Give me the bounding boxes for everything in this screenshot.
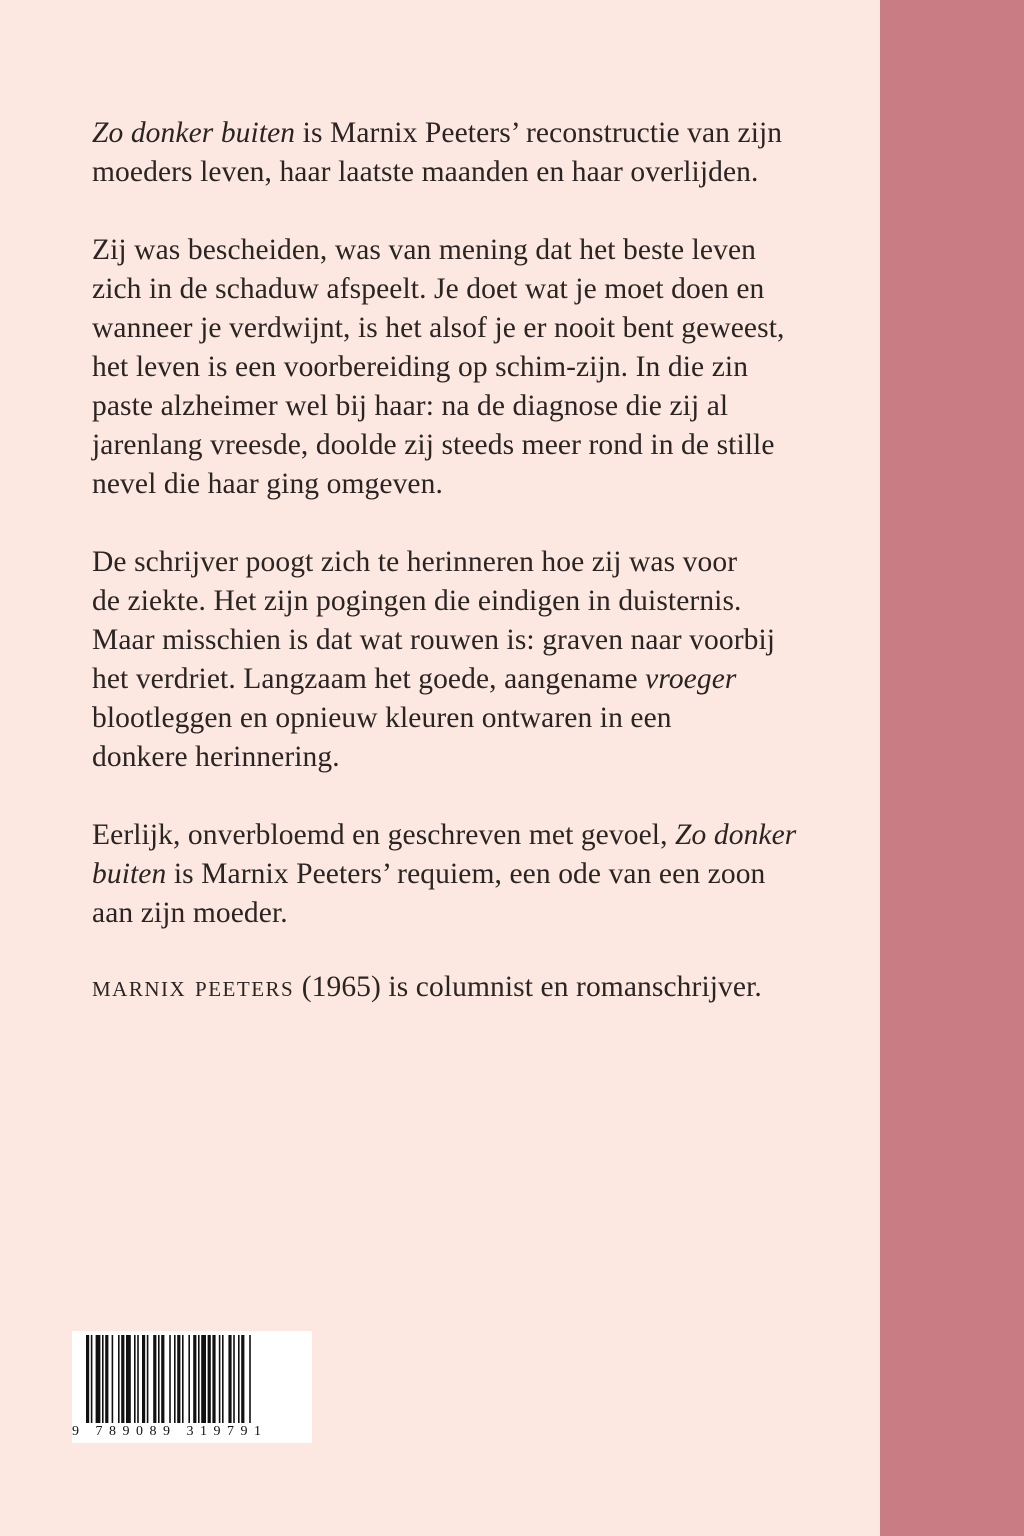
paragraph-intro: Zo donker buiten is Marnix Peeters’ reconstructie van zijn moeders leven, haar laatste maanden en haar overlijden. <box>92 117 783 188</box>
book-title-italic: buiten <box>92 858 167 890</box>
paragraph-closing: Eerlijk, onverbloemd en geschreven met gevoel, Zo donker buiten is Marnix Peeters’ requiem, een ode van een zoon aan zijn moeder. <box>92 819 797 929</box>
paragraph-mother: Zij was bescheiden, was van mening dat het beste leven zich in de schaduw afspeelt. Je doet wat je moet doen en wanneer je verdwijnt, is het alsof je er nooit bent geweest, het leven is een voorbereiding op schim-zijn. In die zin paste alzheimer wel bij haar: na de diagnose die zij al jarenlang vreesde, doolde zij steeds meer rond in de stille nevel die haar ging omgeven. <box>92 234 785 500</box>
isbn-number: 9 789089 319791 <box>72 1424 312 1440</box>
paragraph-writer: De schrijver poogt zich te herinneren hoe zij was voor de ziekte. Het zijn pogingen die eindigen in duisternis. Maar misschien is dat wat rouwen is: graven naar voorbij het verdriet. Langzaam het goede, aangename vroeger blootleggen en opnieuw kleuren ontwaren in een donkere herinnering. <box>92 546 776 773</box>
book-title-italic: Zo donker <box>675 819 797 851</box>
blurb-text <box>92 114 812 1046</box>
author-name: marnix peeters <box>92 971 295 1003</box>
italic-vroeger: vroeger <box>645 663 737 695</box>
author-bio: marnix peeters (1965) is columnist en romanschrijver. <box>92 971 762 1003</box>
book-title-italic: Zo donker buiten <box>92 117 296 149</box>
cover-spine-strip <box>880 0 1024 1536</box>
barcode-bars <box>72 1331 312 1427</box>
